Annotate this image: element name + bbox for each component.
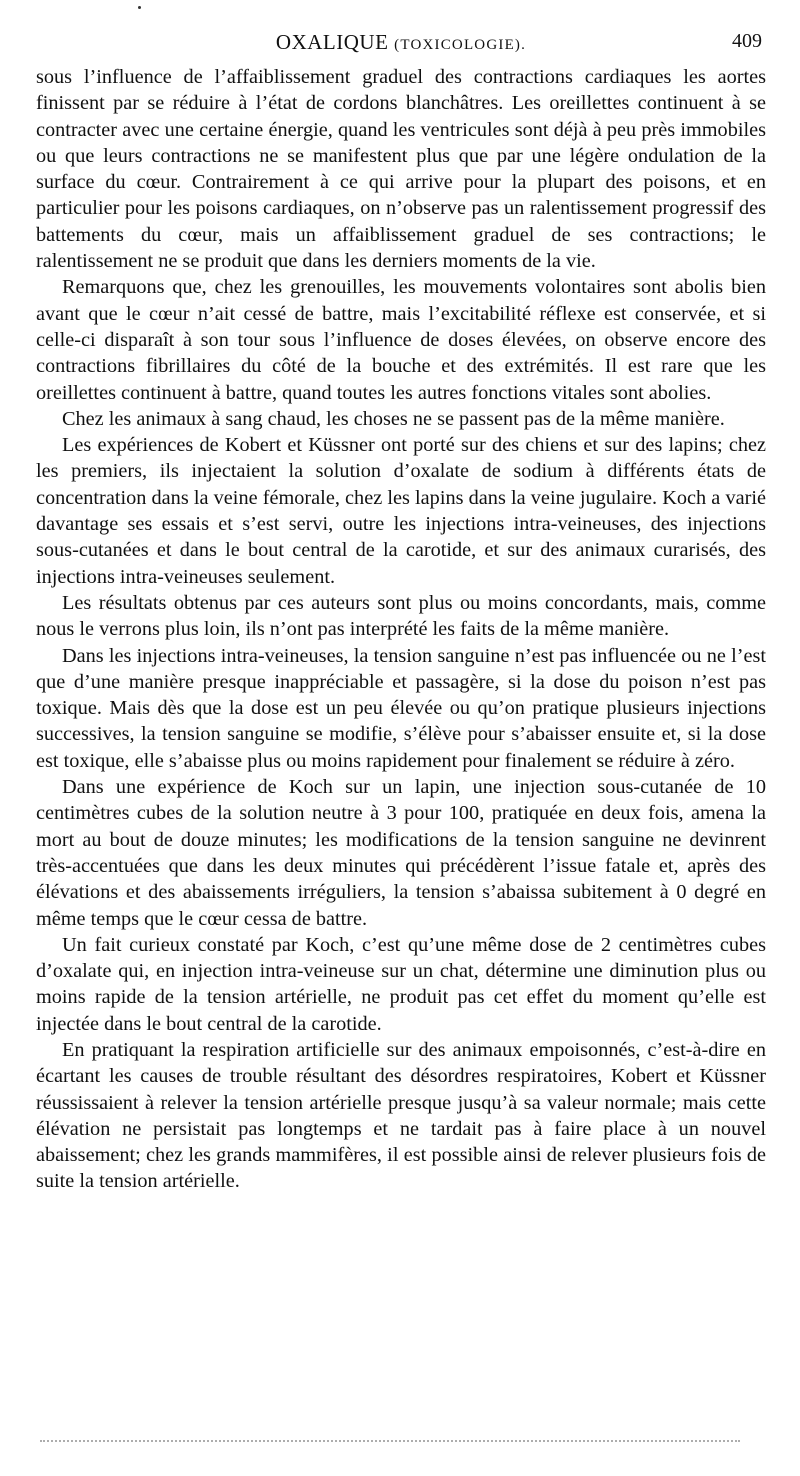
page [36,28,766,1195]
running-title-sub: (TOXICOLOGIE). [394,37,527,53]
paragraph-3: Chez les animaux à sang chaud, les choses ne se passent pas de la même manière. [62,407,725,430]
running-head [36,28,766,58]
paragraph-4: Les expériences de Kobert et Küssner ont porté sur des chiens et sur des lapins; chez les premiers, ils injectaient la solution d’oxalate de sodium à différents états de concentration dans la veine fémorale, chez les lapins dans la veine jugulaire. Koch a varié davantage ses essais et s’est servi, outre les injections intra-veineuses, des injections sous-cutanées et dans le bout central de la carotide, et sur des animaux curarisés, des injections intra-veineuses seulement. [36,434,766,588]
paragraph-9: En pratiquant la respiration artificielle sur des animaux empoisonnés, c’est-à-dire en écartant les causes de trouble résultant des désordres respiratoires, Kobert et Küssner réussissaient à relever la tension artérielle presque jusqu’à sa valeur normale; mais cette élévation ne persistait pas longtemps et ne tardait pas à faire place à un nouvel abaissement; chez les grands mammifères, il est possible ainsi de relever plusieurs fois de suite la tension artérielle. [36,1038,766,1193]
paragraph-6: Dans les injections intra-veineuses, la tension sanguine n’est pas influencée ou ne l’est que d’une manière presque inappréciable et passagère, si la dose du poison n’est pas toxique. Mais dès que la dose est un peu élevée ou qu’on pratique plusieurs injections successives, la tension sanguine se modifie, s’élève pour s’abaisser ensuite et, si la dose est toxique, elle s’abaisse plus ou moins rapidement pour finalement se réduire à zéro. [36,644,766,772]
print-speck [138,6,141,9]
paragraph-7: Dans une expérience de Koch sur un lapin, une injection sous-cutanée de 10 centimètres cubes de la solution neutre à 3 pour 100, pratiquée en deux fois, amena la mort au bout de douze minutes; les modifications de la tension sanguine ne devinrent très-accentuées que dans les deux minutes qui précédèrent l’issue fatale et, après des élévations et des abaissements irréguliers, la tension s’abaissa subitement à 0 degré en même temps que le cœur cessa de battre. [36,776,766,930]
running-title-main: OXALIQUE [275,30,389,54]
page-number: 409 [732,30,762,52]
running-title [36,30,766,55]
footer-bleed-line [40,1440,740,1442]
paragraph-1: sous l’influence de l’affaiblissement graduel des contractions cardiaques les aortes finissent par se réduire à l’état de cordons blanchâtres. Les oreillettes continuent à se contracter avec une certaine énergie, quand les ventricules sont déjà à peu près immobiles ou que leurs contractions ne se manifestent plus que par une légère ondulation de la surface du cœur. Contrairement à ce qui arrive pour la plupart des poisons, et en particulier pour les poisons cardiaques, on n’observe pas un ralentissement progressif des battements du cœur, mais un affaiblissement graduel de ses contractions; le ralentissement ne se produit que dans les derniers moments de la vie. [36,66,766,273]
paragraph-8: Un fait curieux constaté par Koch, c’est qu’une même dose de 2 centimètres cubes d’oxalate qui, en injection intra-veineuse sur un chat, détermine une diminution plus ou moins rapide de la tension artérielle, ne produit pas cet effet du moment qu’elle est injectée dans le bout central de la carotide. [36,933,766,1035]
paragraph-2: Remarquons que, chez les grenouilles, les mouvements volontaires sont abolis bien avant que le cœur n’ait cessé de battre, mais l’excitabilité réflexe est conservée, et si celle-ci disparaît à son tour sous l’influence de doses élevées, on observe encore des contractions fibrillaires du côté de la bouche et des extrémités. Il est rare que les oreillettes continuent à battre, quand toutes les autres fonctions vitales sont abolies. [36,276,766,404]
paragraph-5: Les résultats obtenus par ces auteurs sont plus ou moins concordants, mais, comme nous le verrons plus loin, ils n’ont pas interprété les faits de la même manière. [36,591,766,641]
body-text [36,64,766,1195]
